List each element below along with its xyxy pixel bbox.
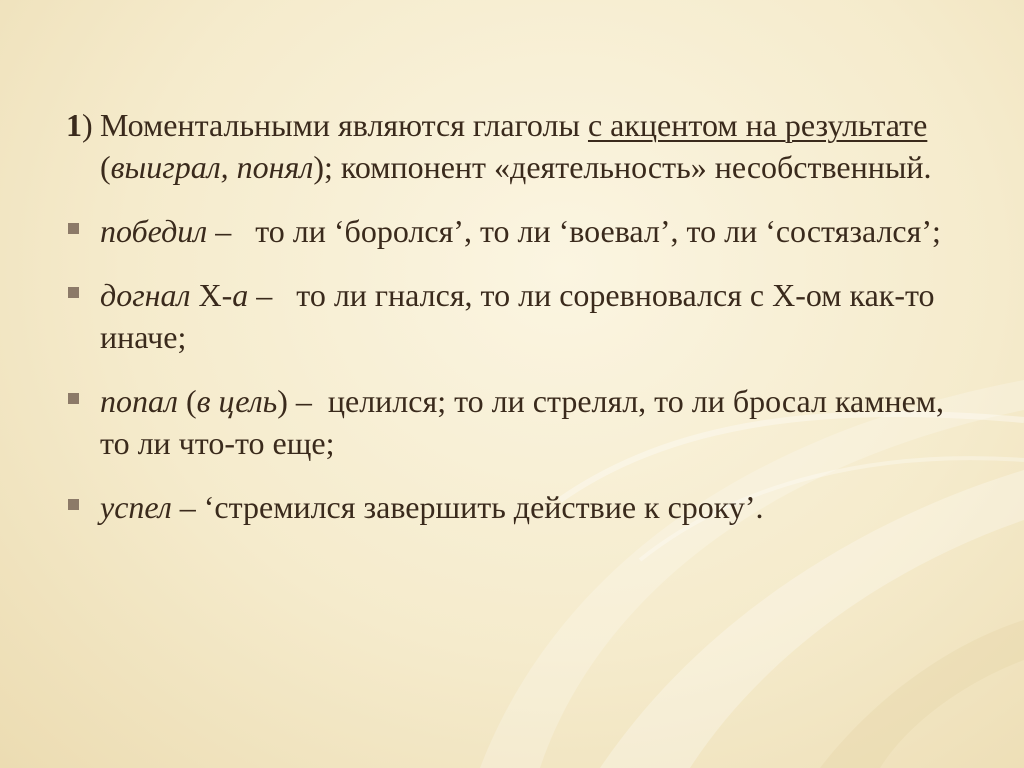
intro-paren-open: ( — [100, 149, 111, 185]
square-bullet-icon — [68, 287, 79, 298]
intro-paragraph — [60, 104, 980, 188]
square-bullet-icon — [68, 223, 79, 234]
bullet-paren-italic: в цель — [196, 383, 278, 419]
bullet-verb: попал — [100, 383, 178, 419]
bullet-paren-open: ( — [177, 383, 197, 419]
bullet-verb-suffix: -а — [221, 277, 249, 313]
bullet-text: целился; то ли стрелял, то ли бросал камнем, то ли что-то еще; — [100, 383, 945, 461]
bullet-dash: – — [171, 489, 204, 525]
intro-underlined-phrase: с акцентом на результате — [587, 107, 928, 143]
bullet-dash: – — [248, 277, 297, 313]
slide-content — [60, 104, 980, 550]
bullet-dash: – — [287, 383, 328, 419]
square-bullet-icon — [68, 499, 79, 510]
intro-examples: выиграл, понял — [110, 149, 314, 185]
bullet-verb: победил — [100, 213, 208, 249]
square-bullet-icon — [68, 393, 79, 404]
bullet-item-pobedil — [60, 210, 980, 252]
bullet-text: ‘стремился завершить действие к сроку’. — [203, 489, 764, 525]
bullet-item-uspel — [60, 486, 980, 528]
bullet-verb: догнал — [100, 277, 191, 313]
bullet-item-popal — [60, 380, 980, 464]
bullet-paren-close: ) — [277, 383, 288, 419]
bullet-text: то ли ‘боролся’, то ли ‘воевал’, то ли ‘состязался’; — [255, 213, 941, 249]
intro-text-after: ); компонент «деятельность» несобственный. — [313, 149, 932, 185]
bullet-item-dognal — [60, 274, 980, 358]
bullet-plain-x: Х — [190, 277, 222, 313]
paragraph-number: 1) — [66, 107, 93, 143]
intro-text-before: Моментальными являются глаголы — [100, 107, 588, 143]
bullet-dash: – — [207, 213, 256, 249]
bullet-verb: успел — [100, 489, 172, 525]
bullet-text: то ли гнался, то ли соревновался с Х-ом как-то иначе; — [100, 277, 935, 355]
